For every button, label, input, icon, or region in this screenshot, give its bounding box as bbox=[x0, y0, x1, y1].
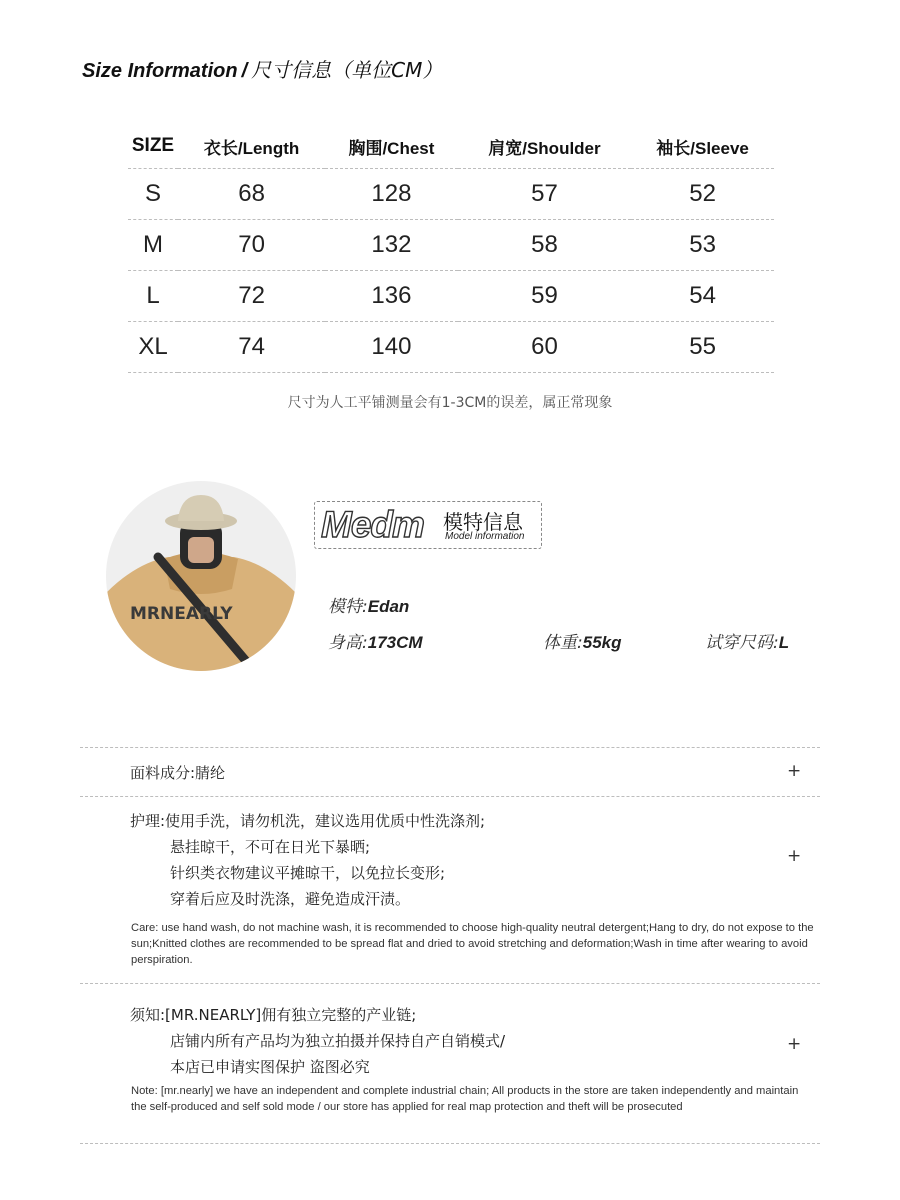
model-weight-value: 55kg bbox=[582, 633, 622, 652]
table-row bbox=[128, 271, 774, 322]
cell-length: 70 bbox=[178, 220, 325, 271]
svg-text:MRNEARLY: MRNEARLY bbox=[130, 604, 233, 624]
notice-title: 须知:[MR.NEARLY]佣有独立完整的产业链; bbox=[130, 1006, 417, 1024]
notice-line: 店铺内所有产品均为独立拍摄并保持自产自销模式/ bbox=[170, 1032, 506, 1050]
cell-sleeve: 55 bbox=[631, 322, 774, 373]
model-size-value: L bbox=[778, 633, 790, 652]
model-name bbox=[328, 592, 409, 617]
model-size bbox=[705, 628, 789, 653]
size-table-header bbox=[128, 124, 774, 169]
fabric-expand-button[interactable]: + bbox=[787, 761, 802, 781]
cell-size: M bbox=[128, 220, 178, 271]
care-title: 护理:使用手洗，请勿机洗，建议选用优质中性洗涤剂; bbox=[130, 812, 486, 830]
care-english: Care: use hand wash, do not machine wash, it is recommended to choose high-quality neutral detergent;Hang to dry, do not expose to the sun;Knitted clothes are recommended to be spread flat and dried to avoid stretching and deformation;Wash in time after wearing to avoid perspiration. bbox=[131, 922, 814, 966]
cell-size: L bbox=[128, 271, 178, 322]
cell-shoulder: 59 bbox=[458, 271, 631, 322]
model-height bbox=[328, 628, 423, 653]
cell-length: 74 bbox=[178, 322, 325, 373]
model-photo-icon bbox=[106, 481, 296, 671]
table-row bbox=[128, 322, 774, 373]
col-header-size: SIZE bbox=[128, 124, 178, 169]
size-table bbox=[128, 124, 774, 373]
cell-length: 72 bbox=[178, 271, 325, 322]
notice-line: 本店已申请实图保护 盗图必究 bbox=[170, 1058, 370, 1076]
col-header-length: 衣长/Length bbox=[178, 124, 325, 169]
table-row bbox=[128, 169, 774, 220]
badge-title-en: Model information bbox=[445, 531, 525, 542]
cell-chest: 128 bbox=[325, 169, 458, 220]
badge-title-cn: 模特信息 bbox=[443, 510, 523, 534]
col-header-chest: 胸围/Chest bbox=[325, 124, 458, 169]
title-cn: 尺寸信息（单位CM） bbox=[251, 58, 443, 82]
model-name-value: Edan bbox=[367, 597, 410, 616]
fabric-composition: 面料成分:腈纶 bbox=[130, 764, 226, 782]
care-expand-button[interactable]: + bbox=[787, 846, 802, 866]
divider bbox=[80, 983, 820, 984]
model-size-label: 试穿尺码: bbox=[705, 633, 779, 653]
model-height-label: 身高: bbox=[328, 633, 368, 653]
cell-size: S bbox=[128, 169, 178, 220]
table-row bbox=[128, 220, 774, 271]
size-info-title bbox=[82, 54, 442, 83]
cell-size: XL bbox=[128, 322, 178, 373]
col-header-shoulder: 肩宽/Shoulder bbox=[458, 124, 631, 169]
col-header-sleeve: 袖长/Sleeve bbox=[631, 124, 774, 169]
medm-logo: Medm bbox=[321, 504, 424, 545]
measurement-note: 尺寸为人工平铺测量会有1-3CM的误差，属正常现象 bbox=[287, 395, 613, 411]
cell-shoulder: 60 bbox=[458, 322, 631, 373]
model-weight-label: 体重: bbox=[543, 633, 583, 653]
cell-shoulder: 58 bbox=[458, 220, 631, 271]
cell-sleeve: 53 bbox=[631, 220, 774, 271]
divider bbox=[80, 1143, 820, 1144]
title-separator: / bbox=[241, 60, 248, 82]
model-height-value: 173CM bbox=[367, 633, 423, 652]
notice-expand-button[interactable]: + bbox=[787, 1034, 802, 1054]
model-avatar bbox=[106, 481, 296, 671]
cell-shoulder: 57 bbox=[458, 169, 631, 220]
care-line: 针织类衣物建议平摊晾干，以免拉长变形; bbox=[170, 864, 446, 882]
care-line: 悬挂晾干，不可在日光下暴晒; bbox=[170, 838, 371, 856]
cell-chest: 132 bbox=[325, 220, 458, 271]
title-en: Size Information bbox=[82, 60, 238, 82]
cell-chest: 136 bbox=[325, 271, 458, 322]
cell-sleeve: 54 bbox=[631, 271, 774, 322]
divider bbox=[80, 796, 820, 797]
cell-sleeve: 52 bbox=[631, 169, 774, 220]
divider bbox=[80, 747, 820, 748]
model-name-label: 模特: bbox=[328, 597, 368, 617]
model-info-badge bbox=[314, 501, 542, 549]
notice-english: Note: [mr.nearly] we have an independent and complete industrial chain; All products in the store are taken independently and maintain the self-produced and self sold mode / our store has applied for real map protection and theft will be prosecuted bbox=[131, 1085, 799, 1113]
cell-chest: 140 bbox=[325, 322, 458, 373]
cell-length: 68 bbox=[178, 169, 325, 220]
model-weight bbox=[543, 628, 621, 653]
care-line: 穿着后应及时洗涤，避免造成汗渍。 bbox=[170, 890, 411, 908]
